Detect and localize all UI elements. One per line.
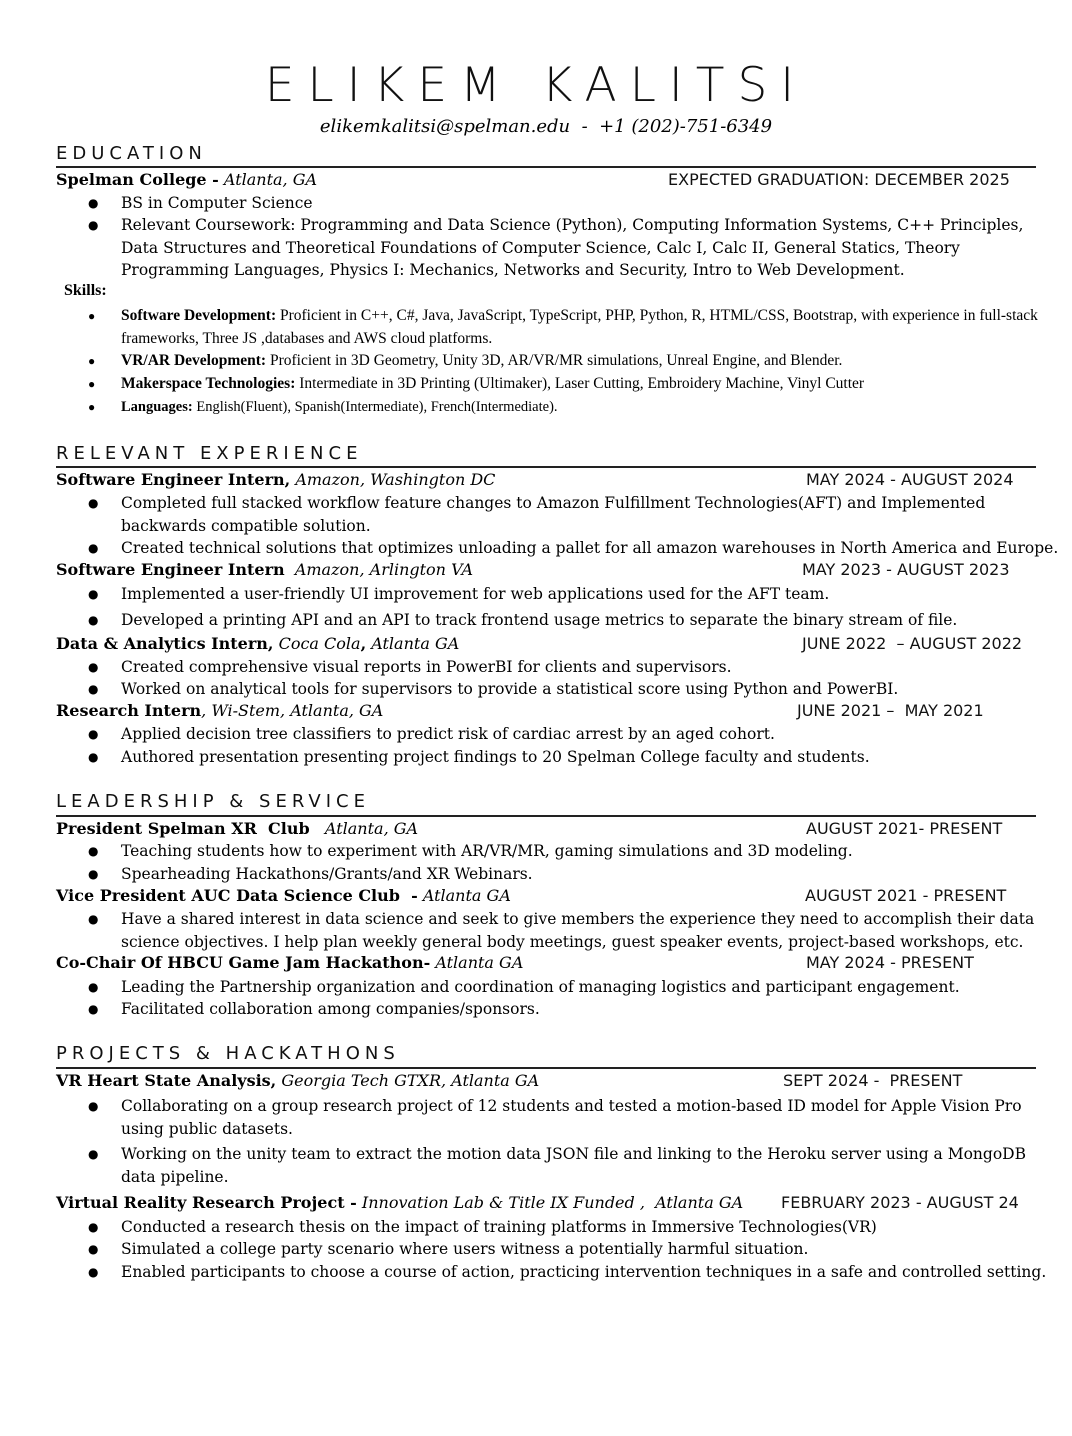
job-date: JUNE 2022 – AUGUST 2022 (802, 634, 1023, 653)
job-header (56, 701, 383, 720)
education-bullet: ● BS in Computer Science (121, 192, 1039, 215)
job-bullet: ● Created comprehensive visual reports in PowerBI for clients and supervisors. (121, 656, 1039, 679)
leadership-role: Co-Chair Of HBCU Game Jam Hackathon- (56, 953, 431, 972)
skill-item (121, 373, 1039, 396)
leadership-bullet: ● Leading the Partnership organization and coordination of managing logistics and participant engagement. (121, 976, 1039, 999)
leadership-org: Atlanta GA (430, 953, 524, 972)
job-org: Amazon, Arlington VA (284, 560, 474, 579)
skill-text: English(Fluent), Spanish(Intermediate), French(Intermediate). (192, 399, 558, 415)
section-title-projects: PROJECTS & HACKATHONS (56, 1043, 400, 1064)
job-date: MAY 2023 - AUGUST 2023 (802, 560, 1010, 579)
project-bullet: ● Working on the unity team to extract the motion data JSON file and linking to the Heroku server using a MongoDB data pipeline. (121, 1143, 1039, 1188)
skill-item (121, 350, 1039, 373)
job-org: Amazon, Washington DC (290, 470, 496, 489)
project-date: SEPT 2024 - PRESENT (783, 1071, 963, 1090)
leadership-role: Vice President AUC Data Science Club - (56, 886, 418, 905)
job-role: Software Engineer Intern, (56, 470, 291, 489)
project-title: Virtual Reality Research Project - (56, 1193, 357, 1212)
leadership-header (56, 886, 511, 905)
section-title-experience: RELEVANT EXPERIENCE (56, 443, 363, 464)
project-bullet: ● Conducted a research thesis on the impact of training platforms in Immersive Technologies(VR) (121, 1216, 1039, 1239)
project-date: FEBRUARY 2023 - AUGUST 24 (781, 1193, 1019, 1212)
section-title-education: EDUCATION (56, 143, 207, 164)
skill-item (121, 305, 1039, 350)
skill-label: Makerspace Technologies: (121, 375, 296, 392)
leadership-date: MAY 2024 - PRESENT (806, 953, 974, 972)
job-org-location: Atlanta GA (366, 634, 460, 653)
section-divider (56, 815, 1036, 817)
section-divider (56, 466, 1036, 468)
candidate-name: ELIKEM KALITSI (264, 58, 808, 113)
job-role: Software Engineer Intern (56, 560, 285, 579)
leadership-org: Atlanta, GA (309, 819, 419, 838)
leadership-date: AUGUST 2021 - PRESENT (805, 886, 1007, 905)
job-org: Coca Cola (273, 634, 361, 653)
leadership-bullet: ● Teaching students how to experiment with AR/VR/MR, gaming simulations and 3D modeling. (121, 840, 1039, 863)
section-title-leadership: LEADERSHIP & SERVICE (56, 791, 370, 812)
job-header (56, 470, 495, 489)
skill-text: Proficient in 3D Geometry, Unity 3D, AR/VR/MR simulations, Unreal Engine, and Blender. (266, 352, 843, 369)
job-org-separator: , (360, 634, 367, 653)
job-bullet: ● Worked on analytical tools for supervisors to provide a statistical score using Python and PowerBI. (121, 678, 1039, 701)
job-role: Data & Analytics Intern, (56, 634, 274, 653)
graduation-date: EXPECTED GRADUATION: DECEMBER 2025 (668, 170, 1010, 189)
job-bullet: ● Implemented a user-friendly UI improvement for web applications used for the AFT team. (121, 583, 1039, 606)
contact-line: elikemkalitsi@spelman.edu - +1 (202)-751-6349 (319, 116, 773, 137)
project-bullet: ● Collaborating on a group research project of 12 students and tested a motion-based ID model for Apple Vision Pro using public datasets. (121, 1095, 1039, 1140)
skill-label: Software Development: (121, 307, 277, 324)
job-role: Research Intern (56, 701, 202, 720)
skill-text: Proficient in C++, C#, Java, JavaScript, TypeScript, PHP, Python, R, HTML/CSS, Bootstrap, with experience in full-stack frameworks, Three JS ,databases and AWS cloud platforms. (121, 307, 1038, 347)
project-bullet: ● Simulated a college party scenario where users witness a potentially harmful situation. (121, 1238, 1039, 1261)
school-name: Spelman College - (56, 170, 219, 189)
leadership-role: President Spelman XR Club (56, 819, 310, 838)
project-org: Innovation Lab & Title IX Funded , Atlanta GA (356, 1193, 744, 1212)
skill-label: VR/AR Development: (121, 352, 267, 369)
project-org: Georgia Tech GTXR, Atlanta GA (276, 1071, 540, 1090)
job-org: , Wi-Stem, Atlanta, GA (201, 701, 384, 720)
skill-label: Languages: (121, 399, 193, 415)
education-bullet: ● Relevant Coursework: Programming and Data Science (Python), Computing Information Systems, C++ Principles, Data Structures and Theoretical Foundations of Computer Science, Calc I, Calc II, General Statics, Theory Programming Languages, Physics I: Mechanics, Networks and Security, Intro to Web Development. (121, 214, 1039, 282)
school-location: Atlanta, GA (223, 170, 318, 189)
job-bullet: ● Developed a printing API and an API to track frontend usage metrics to separate the binary stream of file. (121, 609, 1039, 632)
skills-label: Skills: (64, 282, 107, 299)
section-divider (56, 166, 1036, 168)
leadership-date: AUGUST 2021- PRESENT (806, 819, 1003, 838)
skill-text: Intermediate in 3D Printing (Ultimaker), Laser Cutting, Embroidery Machine, Vinyl Cutter (295, 375, 865, 392)
project-bullet: ● Enabled participants to choose a course of action, practicing intervention techniques in a safe and controlled setting. (121, 1261, 1039, 1284)
job-bullet: ● Applied decision tree classifiers to predict risk of cardiac arrest by an aged cohort. (121, 723, 1039, 746)
leadership-org: Atlanta GA (417, 886, 511, 905)
project-header (56, 1193, 743, 1212)
job-header (56, 560, 473, 579)
job-header (56, 634, 459, 653)
job-date: JUNE 2021 – MAY 2021 (797, 701, 984, 720)
leadership-bullet: ● Facilitated collaboration among companies/sponsors. (121, 998, 1039, 1021)
skill-item (121, 396, 1039, 419)
leadership-header (56, 819, 418, 838)
job-bullet: ● Authored presentation presenting project findings to 20 Spelman College faculty and students. (121, 746, 1039, 769)
project-header (56, 1071, 539, 1090)
job-bullet: ● Created technical solutions that optimizes unloading a pallet for all amazon warehouses in North America and Europe. (121, 537, 1039, 560)
leadership-header (56, 953, 523, 972)
leadership-bullet: ● Spearheading Hackathons/Grants/and XR Webinars. (121, 863, 1039, 886)
job-bullet: ● Completed full stacked workflow feature changes to Amazon Fulfillment Technologies(AFT) and Implemented backwards compatible solution. (121, 492, 1039, 537)
job-date: MAY 2024 - AUGUST 2024 (806, 470, 1014, 489)
project-title: VR Heart State Analysis, (56, 1071, 277, 1090)
section-divider (56, 1067, 1036, 1069)
education-entry-header (56, 170, 317, 189)
leadership-bullet: ● Have a shared interest in data science and seek to give members the experience they need to accomplish their data science objectives. I help plan weekly general body meetings, guest speaker events, project-based workshops, etc. (121, 908, 1039, 953)
